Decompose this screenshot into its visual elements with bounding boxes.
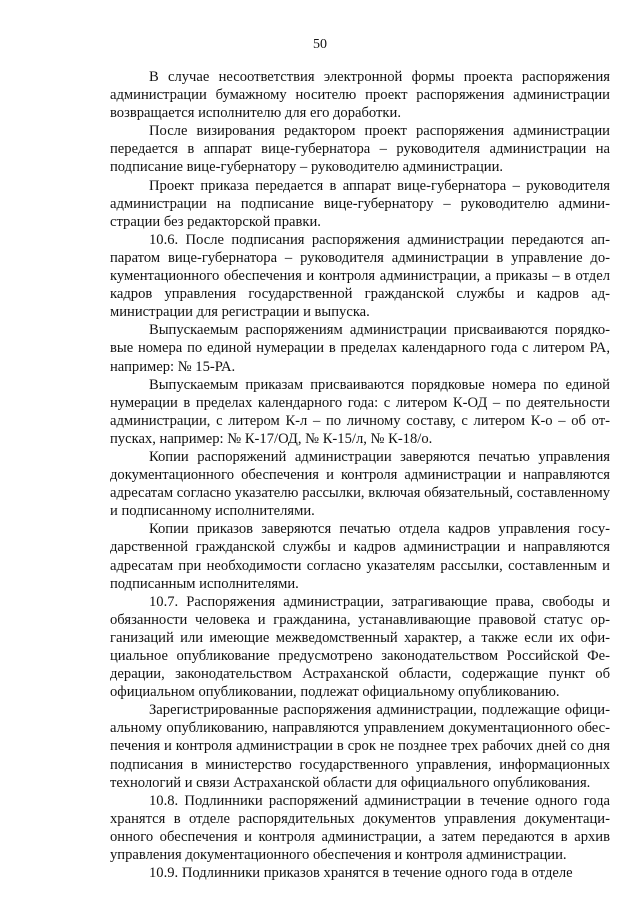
paragraph: 10.6. После подписания распоряжения администрации передаются аппаратом вице-губернатора – руководителя администрации в управление документационного обеспечения и контроля администрации, а приказы – в отдел кадров управления государственной гражданской службы и кадров администрации для регистрации и выпуска. (110, 231, 610, 321)
paragraph: Зарегистрированные распоряжения администрации, подлежащие официальному опубликованию, направляются управлением документационного обеспечения и контроля администрации в срок не позднее трех рабочих дней со дня подписания в министерство государственного управления, информационных технологий и связи Астраханской области для официального опубликования. (110, 702, 610, 791)
paragraph: В случае несоответствия электронной формы проекта распоряжения администрации бумажному носителю проект распоряжения администрации возвращается исполнителю для его доработки. (110, 69, 610, 122)
document-body (110, 68, 610, 882)
paragraph: 10.8. Подлинники распоряжений администрации в течение одного года хранятся в отделе распорядительных документов управления документационного обеспечения и контроля администрации, а затем передаются в архив управления документационного обеспечения и контроля администрации. (110, 792, 610, 864)
paragraph: 10.9. Подлинники приказов хранятся в течение одного года в отделе (149, 865, 573, 882)
paragraph: После визирования редактором проект распоряжения администрации передается в аппарат вице-губернатора – руководителя администрации на подписание вице-губернатору – руководителю администрации. (110, 123, 610, 176)
paragraph: Копии распоряжений администрации заверяются печатью управления документационного обеспечения и контроля администрации и направляются адресатам согласно указателю рассылки, включая обязательный, составленному и подписанному исполнителями. (110, 448, 610, 520)
paragraph: Выпускаемым приказам присваиваются порядковые номера по единой нумерации в пределах календарного года: с литером К-ОД – по деятельности администрации, с литером К-л – по личному составу, с литером К-о – об отпусках, например: № К-17/ОД, № К-15/л, № К-18/о. (110, 376, 610, 447)
paragraph: 10.7. Распоряжения администрации, затрагивающие права, свободы и обязанности человека и гражданина, устанавливающие правовой статус организаций или имеющие межведомственный характер, а также если их официальное опубликование предусмотрено законодательством Российской Федерации, законодательством Астраханской области, содержащие пункт об официальном опубликовании, подлежат официальному опубликованию. (110, 593, 610, 701)
page-number: 50 (313, 37, 327, 52)
paragraph: Копии приказов заверяются печатью отдела кадров управления государственной гражданской службы и кадров администрации и направляются адресатам при необходимости согласно указателям рассылки, составленным и подписанным исполнителями. (110, 521, 610, 592)
paragraph: Проект приказа передается в аппарат вице-губернатора – руководителя администрации на подписание вице-губернатору – руководителю администрации без редакторской правки. (110, 177, 610, 230)
paragraph: Выпускаемым распоряжениям администрации присваиваются порядковые номера по единой нумерации в пределах календарного года с литером РА, например: № 15-РА. (110, 322, 610, 375)
